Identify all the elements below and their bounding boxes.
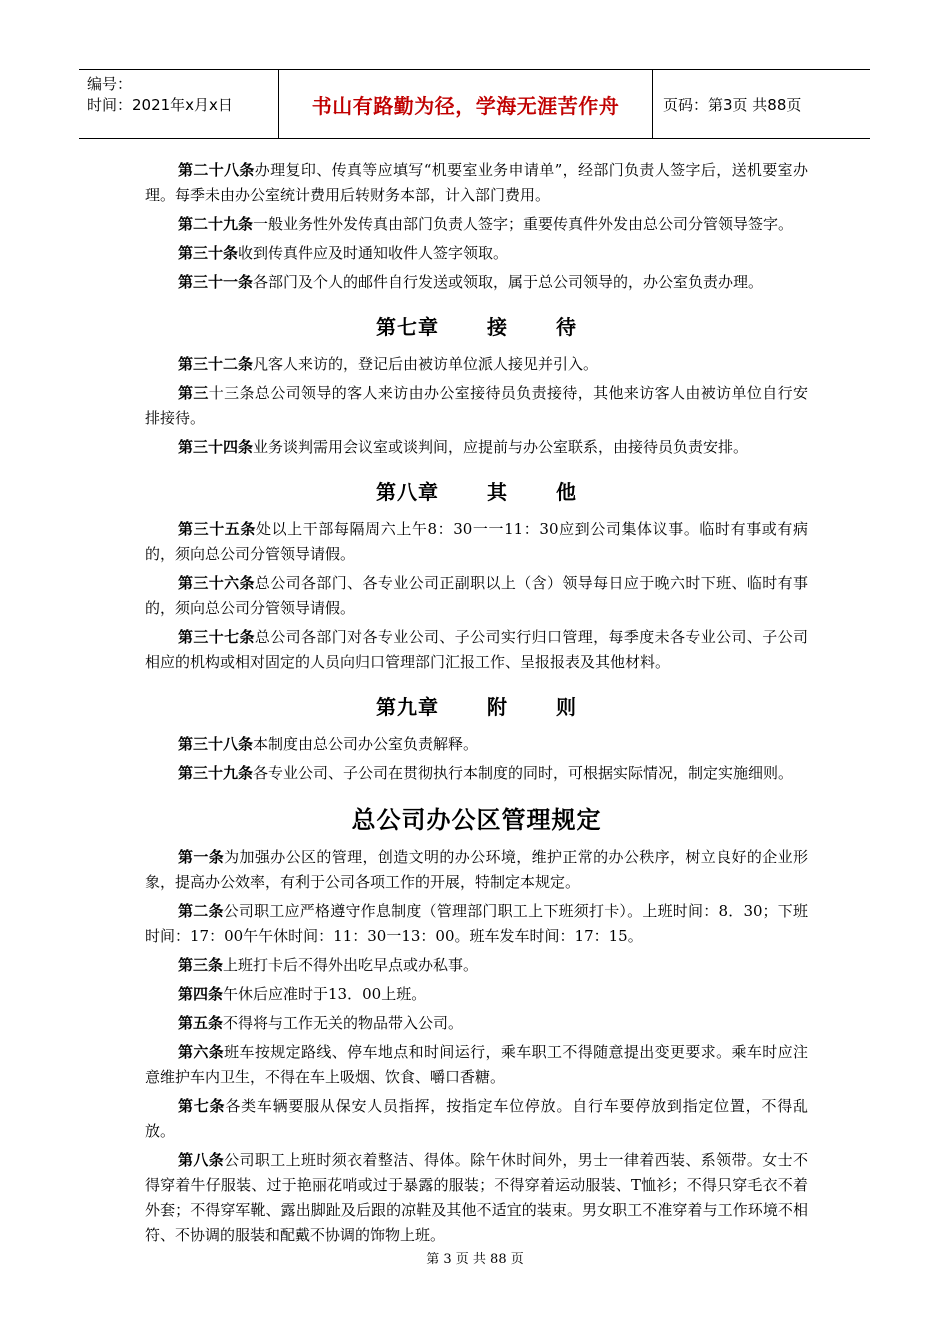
header-page-label: 页码：第3页 共88页 <box>663 95 802 114</box>
article-text: 不得将与工作无关的物品带入公司。 <box>223 1014 464 1032</box>
article-paragraph <box>145 381 808 431</box>
article-paragraph <box>145 953 808 978</box>
article-text: 午休后应准时于13．00上班。 <box>223 985 427 1003</box>
article-text: 公司职工上班时须衣着整洁、得体。除午休时间外，男士一律着西装、系领带。女士不得穿着牛仔服装、过于艳丽花哨或过于暴露的服装；不得穿着运动服装、T恤衫；不得只穿毛衣不着外套；不得穿军靴、露出脚趾及后跟的凉鞋及其他不适宜的装束。男女职工不准穿着与工作环境不相符、不协调的服装和配戴不协调的饰物上班。 <box>145 1151 808 1244</box>
article-number: 第三十七条 <box>178 628 255 646</box>
document-body <box>145 158 808 1252</box>
article-number: 第三 <box>178 384 209 402</box>
article-paragraph <box>145 625 808 675</box>
article-number: 第三十六条 <box>178 574 255 592</box>
header-meta <box>79 70 279 138</box>
article-number: 第三十二条 <box>178 355 254 373</box>
article-paragraph <box>145 761 808 786</box>
article-number: 第一条 <box>178 848 225 866</box>
article-number: 第二十八条 <box>178 161 255 179</box>
article-number: 第二十九条 <box>178 215 254 233</box>
article-text: 一般业务性外发传真由部门负责人签字；重要传真件外发由总公司分管领导签字。 <box>253 215 794 233</box>
article-text: 业务谈判需用会议室或谈判间，应提前与办公室联系，由接待员负责安排。 <box>253 438 749 456</box>
article-text: 十三条总公司领导的客人来访由办公室接待员负责接待，其他来访客人由被访单位自行安排接待。 <box>145 384 808 427</box>
article-paragraph <box>145 241 808 266</box>
page-header <box>79 69 870 139</box>
chapter-heading: 第九章 附 则 <box>376 695 577 719</box>
article-number: 第三十一条 <box>178 273 254 291</box>
article-number: 第三十九条 <box>178 764 254 782</box>
article-number: 第八条 <box>178 1151 225 1169</box>
article-number: 第三十四条 <box>178 438 254 456</box>
article-text: 凡客人来访的，登记后由被访单位派人接见并引入。 <box>253 355 599 373</box>
article-number: 第五条 <box>178 1014 224 1032</box>
article-text: 为加强办公区的管理，创造文明的办公环境，维护正常的办公秩序，树立良好的企业形象，提高办公效率，有利于公司各项工作的开展，特制定本规定。 <box>145 848 808 891</box>
chapter-heading: 第八章 其 他 <box>376 480 577 504</box>
article-paragraph <box>145 1011 808 1036</box>
header-number-label: 编号： <box>87 75 133 93</box>
article-number: 第二条 <box>178 902 224 920</box>
article-number: 第三条 <box>178 956 224 974</box>
article-text: 办理复印、传真等应填写“机要室业务申请单”，经部门负责人签字后，送机要室办理。每季未由办公室统计费用后转财务本部，计入部门费用。 <box>145 161 808 204</box>
article-paragraph <box>145 732 808 757</box>
article-text: 各专业公司、子公司在贯彻执行本制度的同时，可根据实际情况，制定实施细则。 <box>253 764 794 782</box>
article-number: 第七条 <box>178 1097 226 1115</box>
article-text: 公司职工应严格遵守作息制度（管理部门职工上下班须打卡）。上班时间：8．30；下班时间：17：00午午休时间：11：30一13：00。班车发车时间：17：15。 <box>145 902 808 945</box>
article-paragraph <box>145 212 808 237</box>
article-paragraph <box>145 845 808 895</box>
article-paragraph <box>145 571 808 621</box>
article-text: 总公司各部门、各专业公司正副职以上（含）领导每日应于晚六时下班、临时有事的，须向总公司分管领导请假。 <box>145 574 808 617</box>
article-text: 班车按规定路线、停车地点和时间运行，乘车职工不得随意提出变更要求。乘车时应注意维护车内卫生，不得在车上吸烟、饮食、嚼口香糖。 <box>145 1043 808 1086</box>
article-paragraph <box>145 899 808 949</box>
article-paragraph <box>145 517 808 567</box>
article-paragraph <box>145 158 808 208</box>
article-number: 第四条 <box>178 985 224 1003</box>
header-date-label: 时间：2021年x月x日 <box>87 96 233 114</box>
article-text: 各部门及个人的邮件自行发送或领取，属于总公司领导的，办公室负责办理。 <box>253 273 764 291</box>
article-number: 第六条 <box>178 1043 225 1061</box>
article-text: 总公司各部门对各专业公司、子公司实行归口管理，每季度未各专业公司、子公司相应的机构或相对固定的人员向归口管理部门汇报工作、呈报报表及其他材料。 <box>145 628 808 671</box>
document-title: 总公司办公区管理规定 <box>351 805 602 834</box>
article-paragraph <box>145 352 808 377</box>
chapter-heading: 第七章 接 待 <box>376 315 577 339</box>
header-motto: 书山有路勤为径，学海无涯苦作舟 <box>279 70 653 138</box>
article-paragraph <box>145 1040 808 1090</box>
article-paragraph <box>145 982 808 1007</box>
article-text: 处以上干部每隔周六上午8：30一一11：30应到公司集体议事。临时有事或有病的，须向总公司分管领导请假。 <box>145 520 808 563</box>
article-paragraph <box>145 270 808 295</box>
article-text: 各类车辆要服从保安人员指挥，按指定车位停放。自行车要停放到指定位置，不得乱放。 <box>145 1097 808 1140</box>
article-number: 第三十条 <box>178 244 239 262</box>
article-text: 收到传真件应及时通知收件人签字领取。 <box>238 244 509 262</box>
article-paragraph <box>145 435 808 460</box>
article-number: 第三十八条 <box>178 735 254 753</box>
article-text: 本制度由总公司办公室负责解释。 <box>253 735 479 753</box>
article-text: 上班打卡后不得外出吃早点或办私事。 <box>223 956 479 974</box>
article-paragraph <box>145 1148 808 1248</box>
article-number: 第三十五条 <box>178 520 256 538</box>
page-footer: 第 3 页 共 88 页 <box>426 1252 524 1267</box>
article-paragraph <box>145 1094 808 1144</box>
